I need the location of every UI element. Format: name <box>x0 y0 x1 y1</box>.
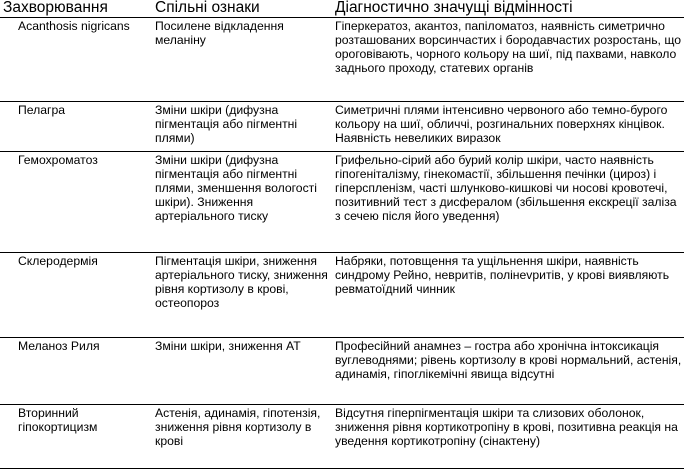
table-row <box>0 338 684 405</box>
table-row <box>0 102 684 152</box>
table-row <box>0 18 684 102</box>
table-row <box>0 253 684 338</box>
common-signs-cell: Зміни шкіри (дифузна пігментація або пігментні плями) <box>152 102 332 152</box>
header-common-signs: Спільні ознаки <box>152 0 332 18</box>
differences-cell: Гіперкератоз, акантоз, папіломатоз, наявність симетрично розташованих ворсинчастих і бородавчастих розростань, що ороговівають, чорного кольору на шиї, під пахвами, навколо заднього проходу, статевих органів <box>332 18 684 102</box>
disease-cell: Пелагра <box>0 102 152 152</box>
table-row <box>0 152 684 253</box>
disease-cell: Гемохроматоз <box>0 152 152 253</box>
differences-cell: Симетричні плями інтенсивно червоного або темно-бурого кольору на шиї, обличчі, розгинальних поверхнях кінцівок. Наявність невеликих виразок <box>332 102 684 152</box>
differences-cell: Відсутня гіперпігментація шкіри та слизових оболонок, зниження рівня кортикотропіну в крові, позитивна реакція на уведення кортикотропіну (сінактену) <box>332 405 684 469</box>
differences-cell: Професійний анамнез – гостра або хронічна інтоксикація вуглеводнями; рівень кортизолу в крові нормальний, астенія, адинамія, гіпоглікемічні явища відсутні <box>332 338 684 405</box>
common-signs-cell: Зміни шкіри (дифузна пігментація або пігментні плями, зменшення вологості шкіри). Зниження артеріального тиску <box>152 152 332 253</box>
disease-cell: Меланоз Риля <box>0 338 152 405</box>
common-signs-cell: Астенія, адинамія, гіпотензія, зниження рівня кортизолу в крові <box>152 405 332 469</box>
disease-cell: Вторинний гіпокортицизм <box>0 405 152 469</box>
common-signs-cell: Зміни шкіри, зниження АТ <box>152 338 332 405</box>
header-differences: Діагностично значущі відмінності <box>332 0 684 18</box>
common-signs-cell: Пігментація шкіри, зниження артеріального тиску, зниження рівня кортизолу в крові, остеопороз <box>152 253 332 338</box>
differences-cell: Грифельно-сірий або бурий колір шкіри, часто наявність гіпогеніталізму, гінекомастії, збільшення печінки (цироз) і гіперспленізм, часті шлунково-кишкові чи носові кровотечі, позитивний тест з дисфералом (збільшення екскреції заліза з сечею після його уведення) <box>332 152 684 253</box>
table-row <box>0 405 684 469</box>
header-disease: Захворювання <box>0 0 152 18</box>
common-signs-cell: Посилене відкладення меланіну <box>152 18 332 102</box>
differences-cell: Набряки, потовщення та ущільнення шкіри, наявність синдрому Рейно, невритів, полінevритів, у крові виявляють ревматоїдний чинник <box>332 253 684 338</box>
disease-cell: Склеродермія <box>0 253 152 338</box>
header-row <box>0 0 684 18</box>
disease-cell: Acanthosis nigricans <box>0 18 152 102</box>
